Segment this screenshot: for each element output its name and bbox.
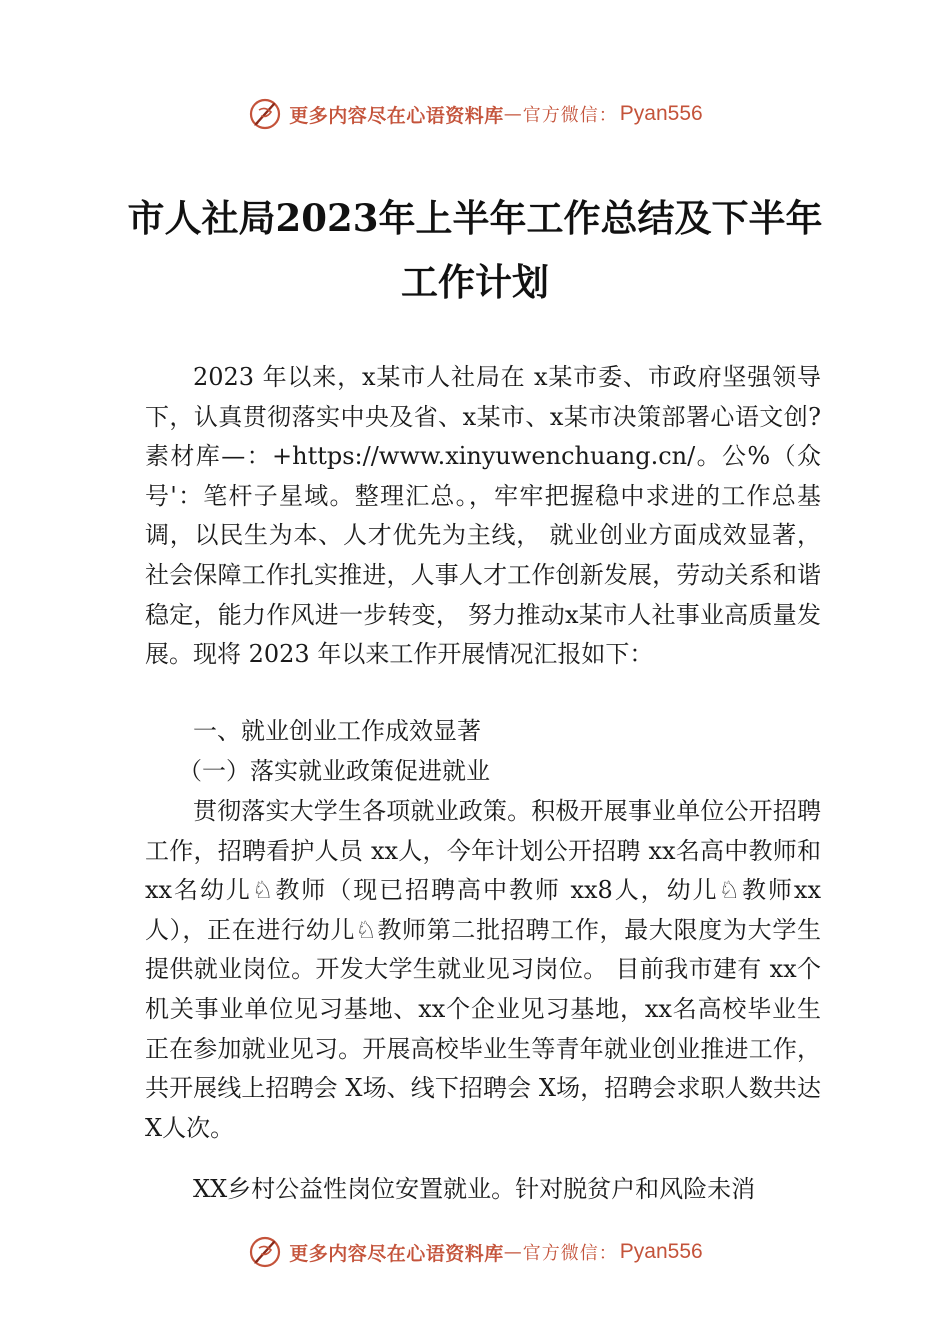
watermark-wechat-id: Pyan556 xyxy=(619,1240,703,1263)
paragraph-employment: 贯彻落实大学生各项就业政策。积极开展事业单位公开招聘工作，招聘看护人员 xx人，今年计划公开招聘 xx名高中教师和 xx名幼儿♘教师（现已招聘高中教师 xx8人，幼儿♘教师xx人），正在进行幼儿♘教师第二批招聘工作，最大限度为大学生提供就业岗位。开发大学生就业见习岗位。 目前我市建有 xx个机关事业单位见习基地、xx个企业见习基地，xx名高校毕业生正在参加就业见习。开展高校毕业生等青年就业创业推进工作，共开展线上招聘会 X场、线下招聘会 X场，招聘会求职人数共达 X人次。 xyxy=(145,797,821,1142)
watermark-label: 官方微信： xyxy=(522,105,618,126)
watermark-separator: — xyxy=(503,103,523,125)
pen-circle-logo-icon xyxy=(247,96,283,132)
watermark-separator: — xyxy=(503,1241,523,1263)
pen-circle-logo-icon xyxy=(247,1234,283,1270)
subsection-heading-1-1: （一）落实就业政策促进就业 xyxy=(178,757,490,785)
paragraph-rural: XX乡村公益性岗位安置就业。针对脱贫户和风险未消 xyxy=(193,1175,756,1203)
paragraph-intro: 2023 年以来，x某市人社局在 x某市委、市政府坚强领导下，认真贯彻落实中央及省、x某市、x某市决策部署心语文创?素材库—：+https://www.xinyuwenchuang.cn/。公%（众号'：笔杆子星域。整理汇总。，牢牢把握稳中求进的工作总基调，以民生为本、人才优先为主线， 就业创业方面成效显著，社会保障工作扎实推进，人事人才工作创新发展，劳动关系和谐稳定，能力作风进一步转变， 努力推动x某市人社事业高质量发展。现将 2023 年以来工作开展情况汇报如下： xyxy=(145,363,821,669)
document-title-line2: 工作计划 xyxy=(401,260,549,304)
watermark-banner-bottom xyxy=(0,1232,950,1272)
watermark-main-text: 更多内容尽在心语资料库 xyxy=(289,1242,504,1265)
watermark-wechat-id: Pyan556 xyxy=(619,102,703,125)
section-heading-1: 一、就业创业工作成效显著 xyxy=(193,717,481,745)
document-title-line1: 市人社局2023年上半年工作总结及下半年 xyxy=(127,196,823,240)
watermark-label: 官方微信： xyxy=(522,1243,618,1264)
watermark-main-text: 更多内容尽在心语资料库 xyxy=(289,104,504,127)
watermark-banner-top xyxy=(0,94,950,134)
